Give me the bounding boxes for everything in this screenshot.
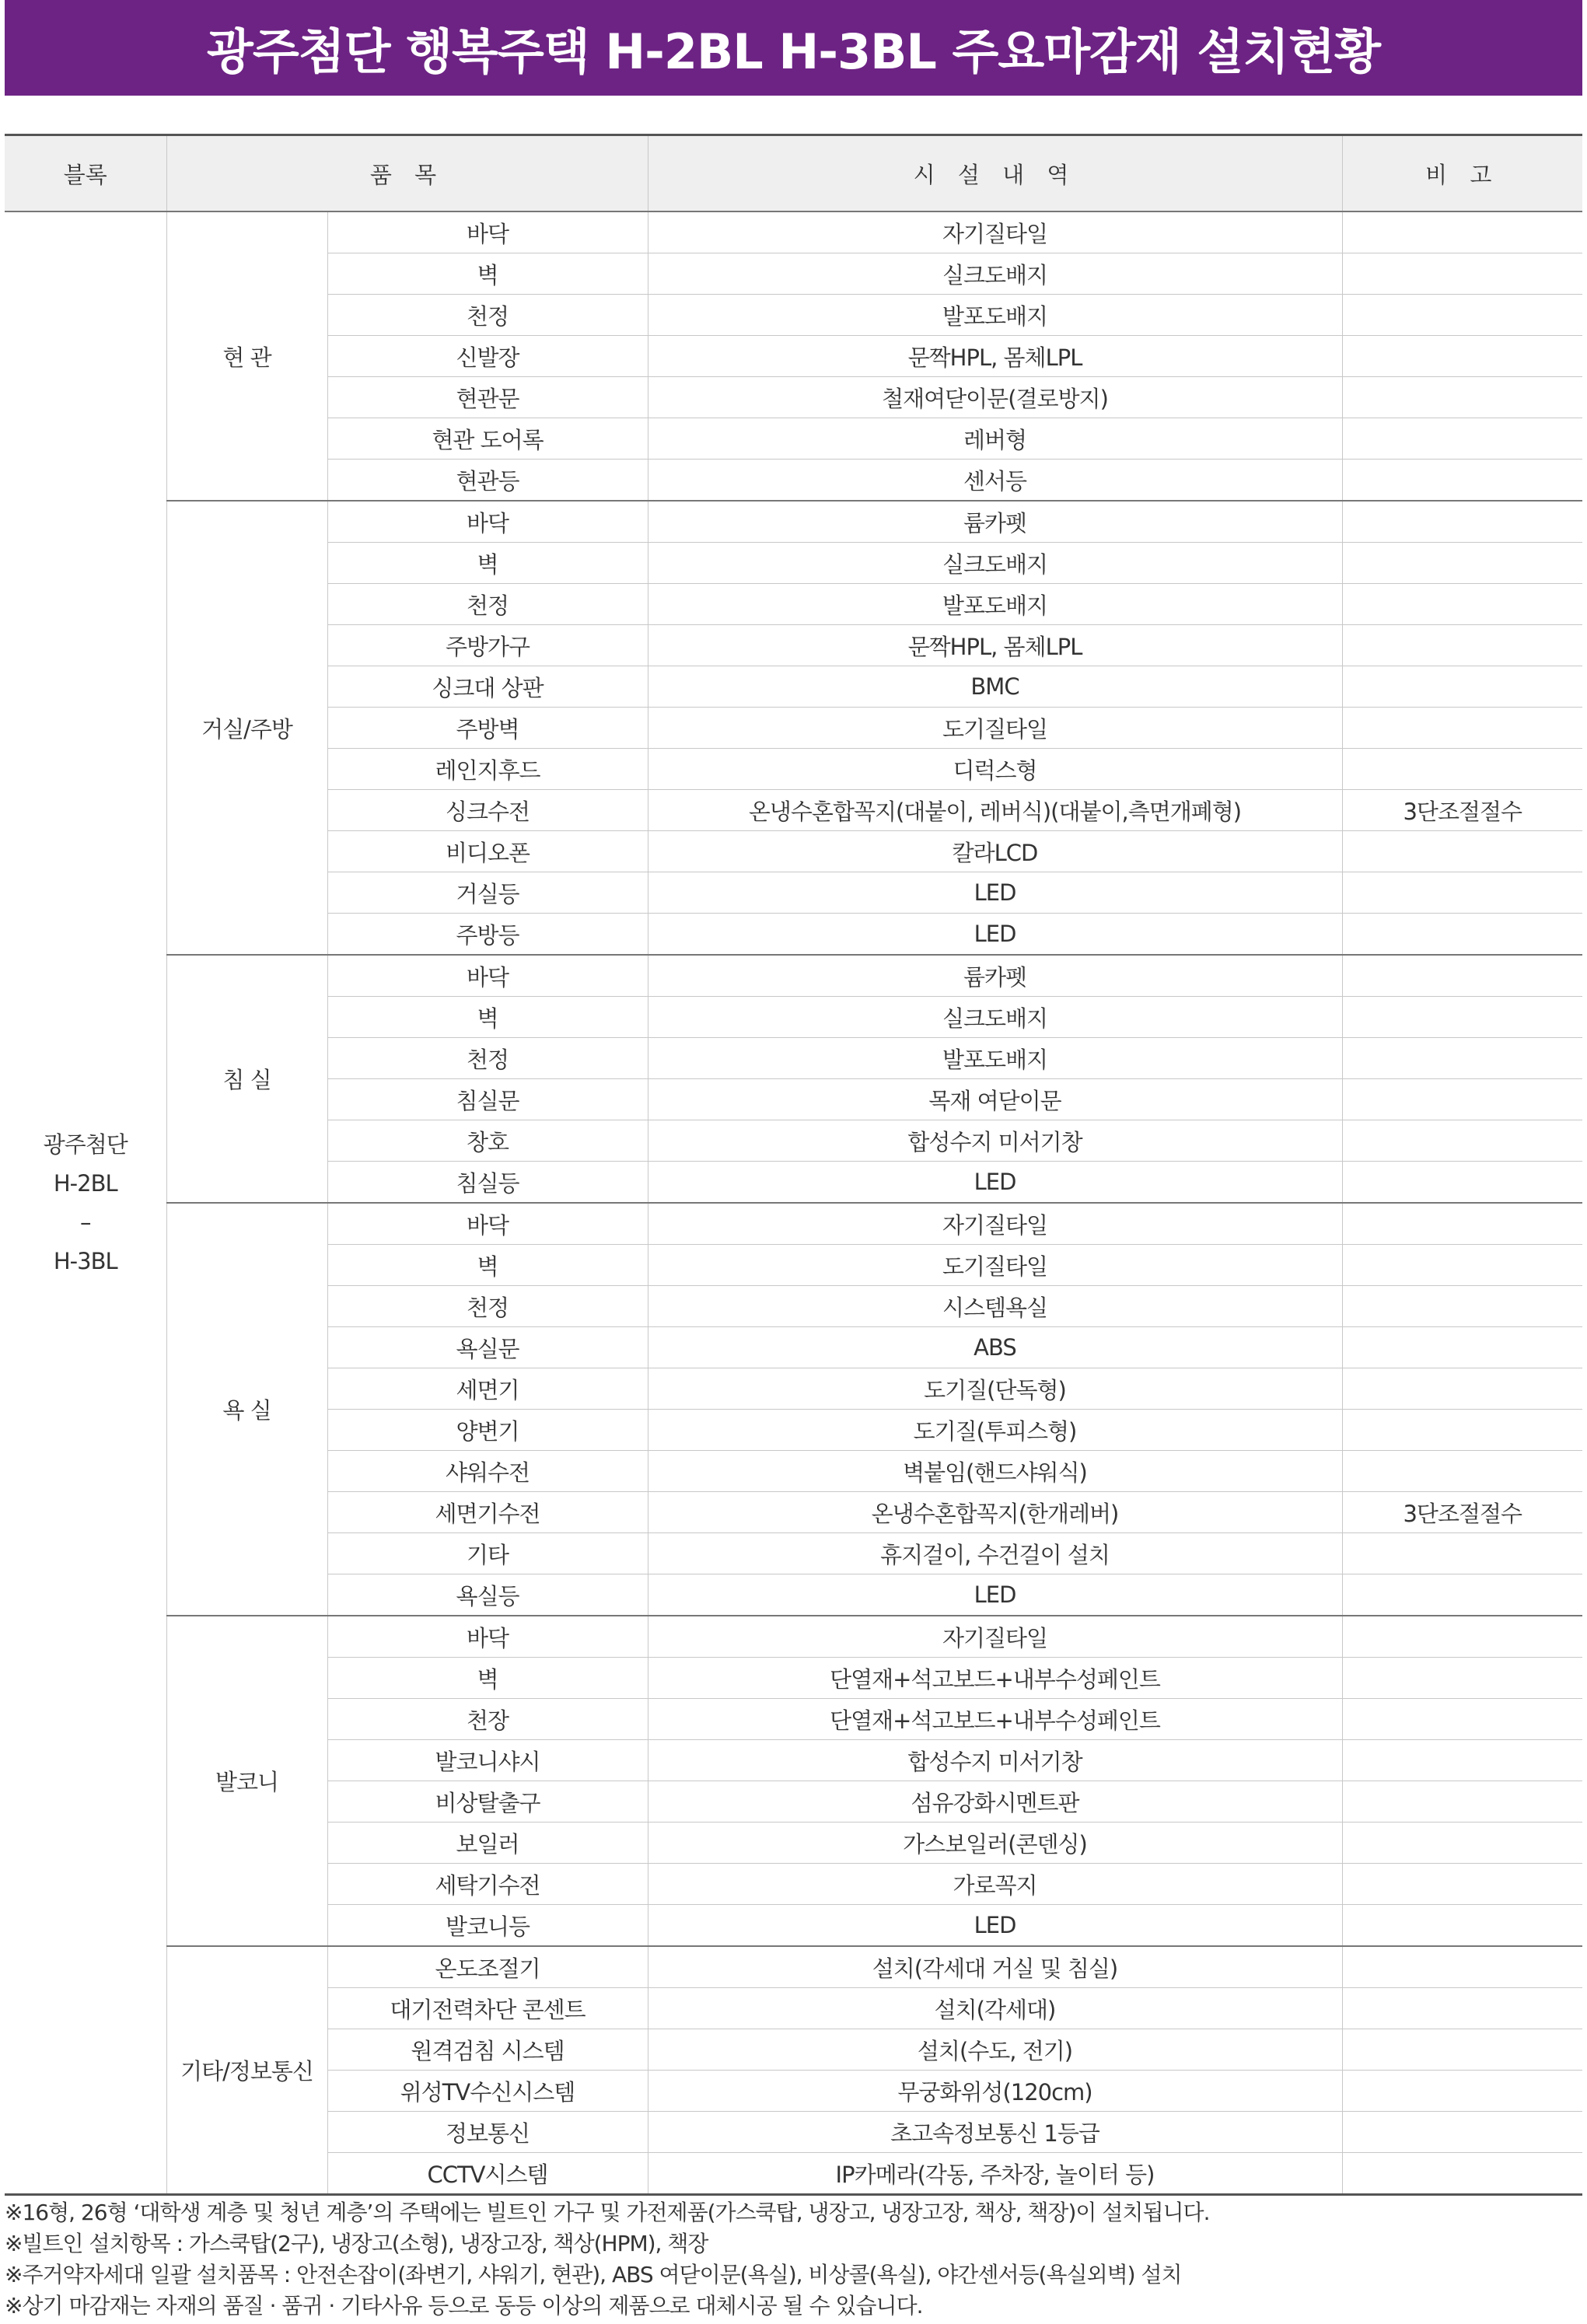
item-cell: 천정 [327,1038,648,1079]
table-row [5,1946,1582,1988]
footnote: ※상기 마감재는 자재의 품질 · 품귀 · 기타사유 등으로 동등 이상의 제품으로 대체시공 될 수 있습니다. [5,2293,923,2319]
remark-cell [1342,708,1582,749]
remark-cell [1342,336,1582,377]
remark-cell [1342,1451,1582,1492]
spec-cell: ABS [648,1327,1342,1368]
remark-cell [1342,749,1582,790]
spec-cell: 륨카펫 [648,501,1342,543]
item-cell: 양변기 [327,1410,648,1451]
spec-cell: 센서등 [648,460,1342,501]
category-cell: 발코니 [166,1616,327,1946]
spec-cell: 륨카펫 [648,955,1342,997]
item-cell: 정보통신 [327,2112,648,2153]
remark-cell [1342,1533,1582,1574]
item-cell: 발코니등 [327,1905,648,1947]
footnote: ※주거약자세대 일괄 설치품목 : 안전손잡이(좌변기, 샤워기, 현관), ABS 여닫이문(욕실), 비상콜(욕실), 야간센서등(욕실외벽) 설치 [5,2262,1182,2287]
item-cell: 주방가구 [327,625,648,666]
remark-cell [1342,666,1582,708]
spec-cell: LED [648,1162,1342,1204]
item-cell: 신발장 [327,336,648,377]
remark-cell [1342,955,1582,997]
remark-cell [1342,1120,1582,1162]
title-banner [5,0,1582,96]
footnote: ※빌트인 설치항목 : 가스쿡탑(2구), 냉장고(소형), 냉장고장, 책상(HPM), 책장 [5,2231,708,2256]
item-cell: 현관 도어록 [327,418,648,460]
remark-cell [1342,501,1582,543]
item-cell: 바닥 [327,1203,648,1245]
spec-cell: 휴지걸이, 수건걸이 설치 [648,1533,1342,1574]
table-row [5,211,1582,253]
item-cell: 세면기 [327,1368,648,1410]
spec-cell: 온냉수혼합꼭지(한개레버) [648,1492,1342,1533]
spec-cell: 발포도배지 [648,1038,1342,1079]
block-name-line: H-3BL [53,1248,117,1274]
spec-cell: LED [648,914,1342,956]
remark-cell [1342,584,1582,625]
remark-cell [1342,1038,1582,1079]
remark-cell [1342,1286,1582,1327]
spec-cell: 가로꼭지 [648,1864,1342,1905]
remark-cell [1342,1079,1582,1120]
remark-cell [1342,1245,1582,1286]
spec-cell: 설치(각세대 거실 및 침실) [648,1946,1342,1988]
item-cell: 싱크대 상판 [327,666,648,708]
spec-cell: 자기질타일 [648,1616,1342,1658]
remark-cell [1342,625,1582,666]
remark-cell [1342,1864,1582,1905]
spec-cell: 합성수지 미서기창 [648,1740,1342,1781]
remark-cell [1342,1658,1582,1699]
item-cell: 창호 [327,1120,648,1162]
item-cell: 비디오폰 [327,831,648,872]
remark-cell [1342,831,1582,872]
block-cell [5,211,166,2195]
remark-cell [1342,1574,1582,1616]
remark-cell [1342,2071,1582,2112]
item-cell: 대기전력차단 콘센트 [327,1988,648,2029]
block-name-line: H-2BL [53,1170,117,1197]
spec-cell: 레버형 [648,418,1342,460]
remark-cell [1342,914,1582,956]
item-cell: 주방등 [327,914,648,956]
remark-cell [1342,1740,1582,1781]
spec-cell: 무궁화위성(120cm) [648,2071,1342,2112]
item-cell: 천정 [327,1286,648,1327]
remark-cell [1342,2029,1582,2071]
spec-cell: BMC [648,666,1342,708]
remark-cell [1342,1823,1582,1864]
remark-cell [1342,418,1582,460]
item-cell: 현관등 [327,460,648,501]
page-title: 광주첨단 행복주택 H-2BL H-3BL 주요마감재 설치현황 [206,23,1381,80]
header-item: 품 목 [166,135,648,212]
table-body [5,211,1582,2195]
remark-cell: 3단조절절수 [1342,790,1582,831]
remark-cell [1342,1946,1582,1988]
spec-cell: 도기질(단독형) [648,1368,1342,1410]
item-cell: 욕실등 [327,1574,648,1616]
spec-cell: LED [648,872,1342,914]
spec-cell: LED [648,1574,1342,1616]
category-cell: 침 실 [166,955,327,1203]
spec-cell: 합성수지 미서기창 [648,1120,1342,1162]
item-cell: 싱크수전 [327,790,648,831]
footnote: ※16형, 26형 ‘대학생 계층 및 청년 계층’의 주택에는 빌트인 가구 및 가전제품(가스쿡탑, 냉장고, 냉장고장, 책상, 책장)이 설치됩니다. [5,2200,1210,2225]
item-cell: 레인지후드 [327,749,648,790]
item-cell: 주방벽 [327,708,648,749]
item-cell: 천장 [327,1699,648,1740]
item-cell: 비상탈출구 [327,1781,648,1823]
remark-cell [1342,997,1582,1038]
spec-cell: 발포도배지 [648,295,1342,336]
spec-cell: 칼라LCD [648,831,1342,872]
remark-cell [1342,253,1582,295]
item-cell: 바닥 [327,955,648,997]
spec-cell: 문짝HPL, 몸체LPL [648,625,1342,666]
item-cell: 기타 [327,1533,648,1574]
spec-cell: 설치(수도, 전기) [648,2029,1342,2071]
item-cell: 천정 [327,295,648,336]
table-row [5,955,1582,997]
item-cell: 침실문 [327,1079,648,1120]
item-cell: 벽 [327,253,648,295]
item-cell: 온도조절기 [327,1946,648,1988]
remark-cell [1342,1327,1582,1368]
spec-cell: 시스템욕실 [648,1286,1342,1327]
table-row [5,1203,1582,1245]
table-header-row [5,135,1582,212]
remark-cell [1342,543,1582,584]
spec-cell: 목재 여닫이문 [648,1079,1342,1120]
spec-cell: 단열재+석고보드+내부수성페인트 [648,1658,1342,1699]
item-cell: 보일러 [327,1823,648,1864]
remark-cell [1342,1162,1582,1204]
item-cell: 세탁기수전 [327,1864,648,1905]
spec-cell: 가스보일러(콘덴싱) [648,1823,1342,1864]
spec-cell: IP카메라(각동, 주차장, 놀이터 등) [648,2153,1342,2195]
footnotes [5,2197,1582,2322]
item-cell: 천정 [327,584,648,625]
table-row [5,501,1582,543]
spec-cell: 초고속정보통신 1등급 [648,2112,1342,2153]
remark-cell [1342,2112,1582,2153]
remark-cell [1342,1410,1582,1451]
spec-cell: 실크도배지 [648,543,1342,584]
item-cell: 침실등 [327,1162,648,1204]
header-block: 블록 [5,135,166,212]
remark-cell [1342,1905,1582,1947]
remark-cell [1342,872,1582,914]
remark-cell: 3단조절절수 [1342,1492,1582,1533]
remark-cell [1342,1781,1582,1823]
block-name-line: – [80,1209,91,1235]
spec-cell: 문짝HPL, 몸체LPL [648,336,1342,377]
item-cell: 위성TV수신시스템 [327,2071,648,2112]
remark-cell [1342,1368,1582,1410]
spec-cell: 자기질타일 [648,1203,1342,1245]
item-cell: 바닥 [327,1616,648,1658]
spec-cell: 벽붙임(핸드샤워식) [648,1451,1342,1492]
table-row [5,1616,1582,1658]
item-cell: 샤워수전 [327,1451,648,1492]
remark-cell [1342,1203,1582,1245]
remark-cell [1342,295,1582,336]
block-name-line: 광주첨단 [43,1131,128,1158]
item-cell: 바닥 [327,501,648,543]
spec-cell: 철재여닫이문(결로방지) [648,377,1342,418]
remark-cell [1342,2153,1582,2195]
spec-cell: 디럭스형 [648,749,1342,790]
item-cell: 벽 [327,543,648,584]
spec-cell: 발포도배지 [648,584,1342,625]
item-cell: 벽 [327,997,648,1038]
remark-cell [1342,377,1582,418]
item-cell: CCTV시스템 [327,2153,648,2195]
spec-cell: 온냉수혼합꼭지(대붙이, 레버식)(대붙이,측면개폐형) [648,790,1342,831]
spec-cell: 섬유강화시멘트판 [648,1781,1342,1823]
header-remark: 비 고 [1342,135,1582,212]
category-cell: 욕 실 [166,1203,327,1616]
spec-cell: LED [648,1905,1342,1947]
spec-cell: 자기질타일 [648,211,1342,253]
remark-cell [1342,1699,1582,1740]
spec-cell: 실크도배지 [648,253,1342,295]
item-cell: 벽 [327,1658,648,1699]
spec-cell: 단열재+석고보드+내부수성페인트 [648,1699,1342,1740]
category-cell: 현 관 [166,211,327,501]
item-cell: 현관문 [327,377,648,418]
spec-cell: 실크도배지 [648,997,1342,1038]
remark-cell [1342,1988,1582,2029]
item-cell: 원격검침 시스템 [327,2029,648,2071]
remark-cell [1342,460,1582,501]
header-facility: 시 설 내 역 [648,135,1342,212]
item-cell: 욕실문 [327,1327,648,1368]
item-cell: 발코니샤시 [327,1740,648,1781]
finish-materials-table [5,134,1582,2196]
item-cell: 거실등 [327,872,648,914]
item-cell: 세면기수전 [327,1492,648,1533]
category-cell: 거실/주방 [166,501,327,955]
spec-cell: 도기질(투피스형) [648,1410,1342,1451]
remark-cell [1342,211,1582,253]
spec-cell: 도기질타일 [648,708,1342,749]
spec-cell: 설치(각세대) [648,1988,1342,2029]
spec-cell: 도기질타일 [648,1245,1342,1286]
item-cell: 벽 [327,1245,648,1286]
remark-cell [1342,1616,1582,1658]
item-cell: 바닥 [327,211,648,253]
category-cell: 기타/정보통신 [166,1946,327,2195]
